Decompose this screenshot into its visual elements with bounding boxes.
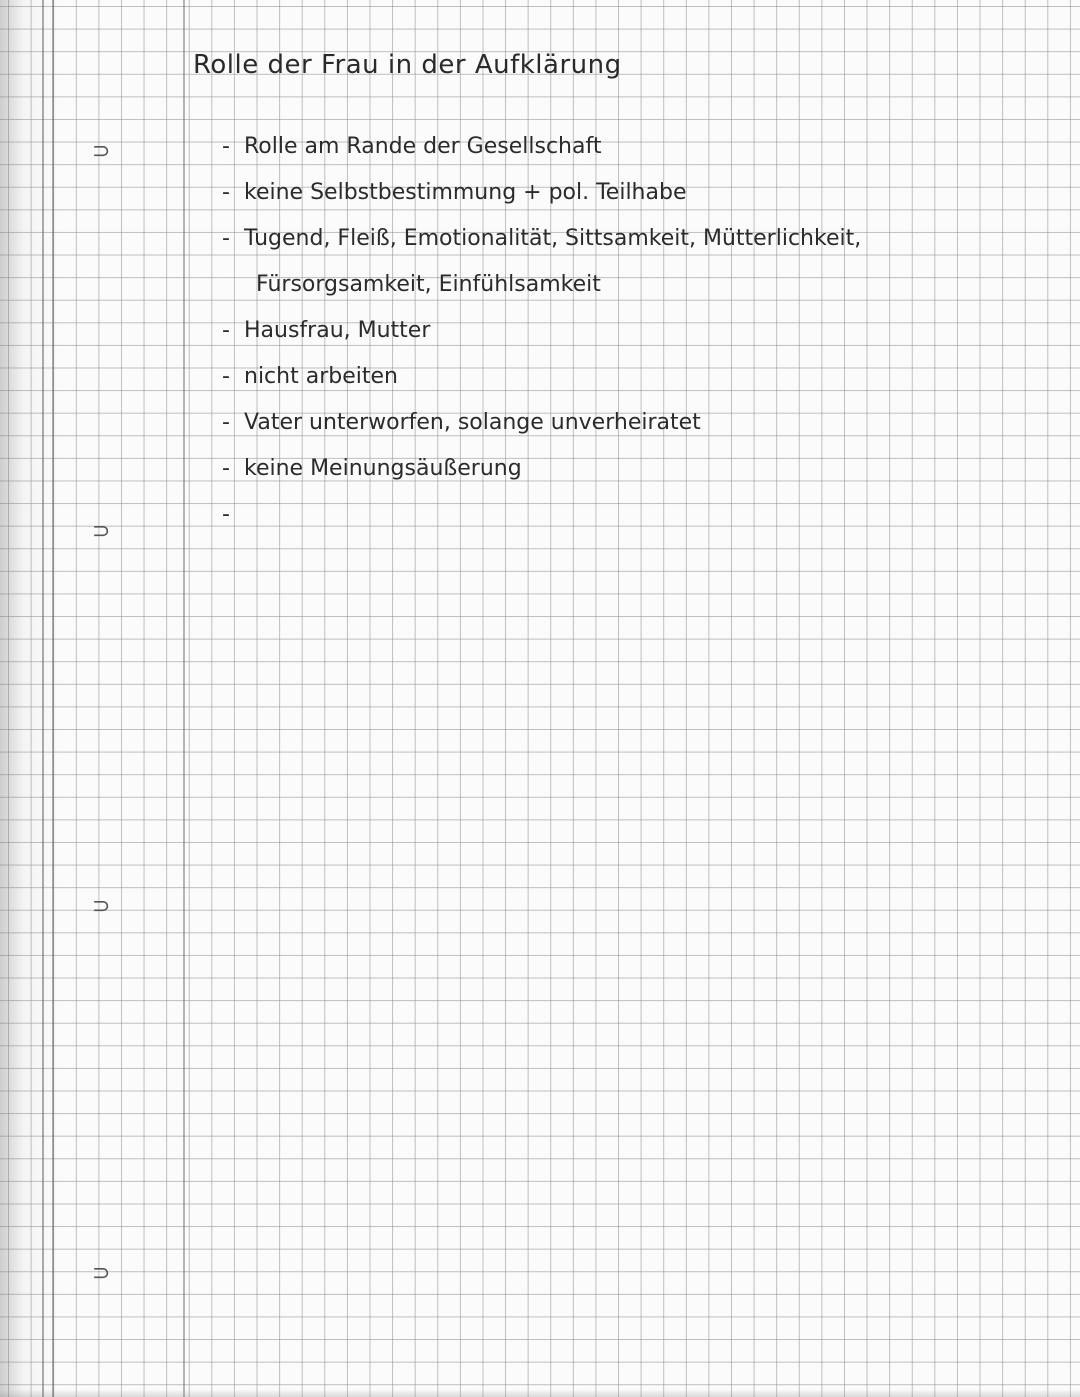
page-edge-line [52, 0, 54, 1397]
list-item-continuation: Fürsorgsamkeit, Einfühlsamkeit [256, 272, 601, 297]
list-item-text: Rolle am Rande der Gesellschaft [244, 134, 602, 159]
list-item [222, 400, 982, 446]
bullet-dash: - [222, 180, 230, 205]
bullet-dash: - [222, 410, 230, 435]
list-item-text: Hausfrau, Mutter [244, 318, 431, 343]
bullet-dash: - [222, 456, 230, 481]
punch-hole-mark-icon: ⊃ [92, 519, 111, 544]
page-edge-shadow [0, 0, 60, 1397]
list-item [222, 124, 982, 170]
list-item-text: nicht arbeiten [244, 364, 398, 389]
list-item [222, 308, 982, 354]
list-item-text: keine Selbstbestimmung + pol. Teilhabe [244, 180, 687, 205]
punch-hole-mark-icon: ⊃ [92, 1261, 111, 1286]
page-bottom-shadow [0, 1389, 1080, 1397]
bullet-dash: - [222, 226, 230, 251]
list-item-text: keine Meinungsäußerung [244, 456, 522, 481]
page-edge-line [42, 0, 44, 1397]
list-item [222, 216, 982, 308]
bullet-dash: - [222, 318, 230, 343]
margin-line [183, 0, 185, 1397]
note-title: Rolle der Frau in der Aufklärung [193, 50, 622, 80]
list-item-text: Vater unterworfen, solange unverheiratet [244, 410, 701, 435]
list-item [222, 354, 982, 400]
bullet-dash: - [222, 364, 230, 389]
bullet-dash: - [222, 134, 230, 159]
list-item-text: Tugend, Fleiß, Emotionalität, Sittsamkeit, Mütterlichkeit, [244, 226, 862, 251]
list-item [222, 446, 982, 492]
note-list [222, 124, 982, 527]
punch-hole-mark-icon: ⊃ [92, 894, 111, 919]
bullet-dash: - [222, 502, 230, 527]
list-item [222, 170, 982, 216]
punch-hole-mark-icon: ⊃ [92, 139, 111, 164]
